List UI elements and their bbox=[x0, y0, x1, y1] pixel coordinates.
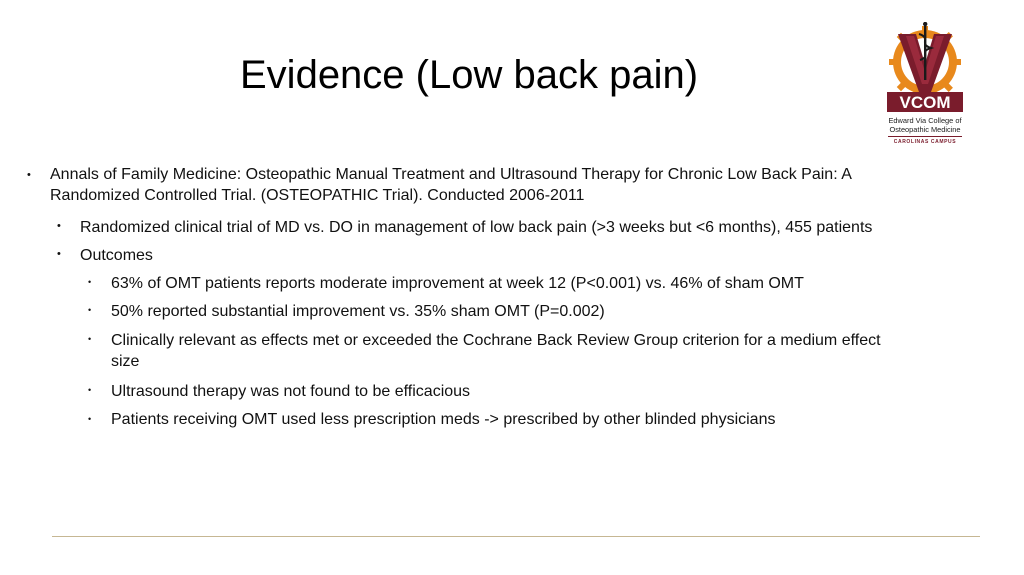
bullet-dot: • bbox=[88, 334, 92, 344]
bullet-dot: • bbox=[27, 169, 31, 181]
bullet-dot: • bbox=[57, 248, 61, 260]
vcom-emblem-icon bbox=[884, 22, 966, 116]
slide-title: Evidence (Low back pain) bbox=[240, 53, 699, 97]
vcom-logo bbox=[884, 22, 966, 148]
bullet-level3: Patients receiving OMT used less prescription meds -> prescribed by other blinded physicians bbox=[111, 411, 776, 428]
bullet-text-line: Randomized Controlled Trial. (OSTEOPATHIC Trial). Conducted 2006-2011 bbox=[50, 187, 585, 204]
bullet-level3 bbox=[111, 330, 991, 372]
bullet-text-line: Clinically relevant as effects met or exceeded the Cochrane Back Review Group criterion for a medium effect bbox=[111, 332, 881, 349]
logo-divider bbox=[888, 136, 962, 137]
bullet-level3: 63% of OMT patients reports moderate improvement at week 12 (P<0.001) vs. 46% of sham OMT bbox=[111, 275, 804, 292]
logo-wordmark: VCOM bbox=[899, 93, 951, 112]
bullet-text-line: Annals of Family Medicine: Osteopathic Manual Treatment and Ultrasound Therapy for Chronic Low Back Pain: A bbox=[50, 166, 852, 183]
bullet-level1 bbox=[50, 164, 990, 206]
bullet-dot: • bbox=[57, 220, 61, 232]
bullet-level3: Ultrasound therapy was not found to be efficacious bbox=[111, 383, 471, 400]
bullet-dot: • bbox=[88, 277, 92, 287]
bullet-level3: 50% reported substantial improvement vs. 35% sham OMT (P=0.002) bbox=[111, 303, 605, 320]
bullet-text-line: size bbox=[111, 353, 140, 370]
logo-line2: Osteopathic Medicine bbox=[889, 125, 961, 134]
bullet-dot: • bbox=[88, 305, 92, 315]
bullet-dot: • bbox=[88, 414, 92, 424]
bullet-level2: Randomized clinical trial of MD vs. DO in management of low back pain (>3 weeks but <6 months), 455 patients bbox=[80, 219, 873, 236]
logo-campus: CAROLINAS CAMPUS bbox=[893, 139, 957, 145]
footer-divider bbox=[52, 536, 980, 537]
bullet-dot: • bbox=[88, 385, 92, 395]
logo-line1: Edward Via College of bbox=[888, 116, 962, 125]
bullet-level2: Outcomes bbox=[80, 247, 153, 264]
